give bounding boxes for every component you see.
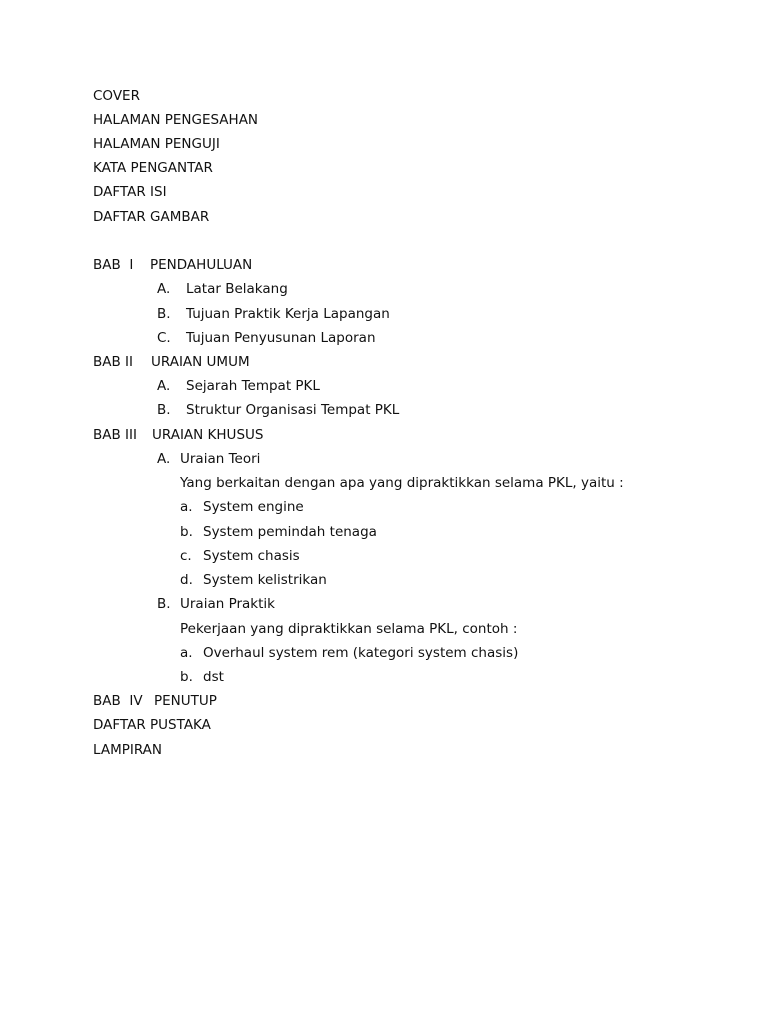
toc-entry-halaman-pengesahan: HALAMAN PENGESAHAN	[93, 112, 259, 128]
toc-subitem-system-kelistrikan: System kelistrikan	[203, 572, 327, 588]
toc-item-latar-belakang: Latar Belakang	[186, 281, 288, 297]
list-marker: A.	[157, 378, 171, 394]
toc-subitem-pemindah-tenaga: System pemindah tenaga	[203, 524, 377, 540]
toc-entry-cover: COVER	[93, 88, 140, 104]
section-description: Yang berkaitan dengan apa yang dipraktikkan selama PKL, yaitu :	[180, 475, 624, 491]
toc-entry-daftar-isi: DAFTAR ISI	[93, 184, 167, 200]
toc-item-tujuan-pkl: Tujuan Praktik Kerja Lapangan	[186, 306, 390, 322]
toc-entry-daftar-gambar: DAFTAR GAMBAR	[93, 209, 210, 225]
toc-item-struktur-organisasi: Struktur Organisasi Tempat PKL	[186, 402, 400, 418]
list-marker: b.	[180, 669, 193, 685]
toc-entry-lampiran: LAMPIRAN	[93, 742, 163, 758]
list-marker: b.	[180, 524, 193, 540]
list-marker: A.	[157, 451, 171, 467]
list-marker: a.	[180, 499, 193, 515]
toc-item-tujuan-laporan: Tujuan Penyusunan Laporan	[186, 330, 376, 346]
list-marker: B.	[157, 306, 171, 322]
toc-entry-daftar-pustaka: DAFTAR PUSTAKA	[93, 717, 211, 733]
chapter-title-uraian-umum: URAIAN UMUM	[151, 354, 250, 370]
toc-subitem-dst: dst	[203, 669, 224, 685]
toc-subitem-system-engine: System engine	[203, 499, 304, 515]
chapter-label-bab-4	[93, 692, 143, 710]
list-marker: A.	[157, 281, 171, 297]
chapter-title-uraian-khusus: URAIAN KHUSUS	[152, 427, 264, 443]
list-marker: B.	[157, 596, 171, 612]
chapter-label-bab-3: BAB III	[93, 427, 137, 443]
toc-subitem-system-chasis: System chasis	[203, 548, 300, 564]
section-description: Pekerjaan yang dipraktikkan selama PKL, contoh :	[180, 621, 518, 637]
list-marker: C.	[157, 330, 171, 346]
list-marker: c.	[180, 548, 192, 564]
chapter-title-penutup: PENUTUP	[154, 693, 217, 709]
chapter-number: BAB I	[93, 257, 134, 273]
list-marker: a.	[180, 645, 193, 661]
chapter-number: BAB IV	[93, 693, 143, 709]
chapter-title-pendahuluan: PENDAHULUAN	[150, 257, 253, 273]
toc-item-uraian-teori: Uraian Teori	[180, 451, 261, 467]
list-marker: B.	[157, 402, 171, 418]
chapter-label-bab-2: BAB II	[93, 354, 134, 370]
list-marker: d.	[180, 572, 193, 588]
toc-entry-kata-pengantar: KATA PENGANTAR	[93, 160, 213, 176]
chapter-label-bab-1	[93, 256, 133, 274]
toc-subitem-overhaul-rem: Overhaul system rem (kategori system chasis)	[203, 645, 519, 661]
toc-item-uraian-praktik: Uraian Praktik	[180, 596, 275, 612]
toc-entry-halaman-penguji: HALAMAN PENGUJI	[93, 136, 220, 152]
toc-item-sejarah: Sejarah Tempat PKL	[186, 378, 320, 394]
